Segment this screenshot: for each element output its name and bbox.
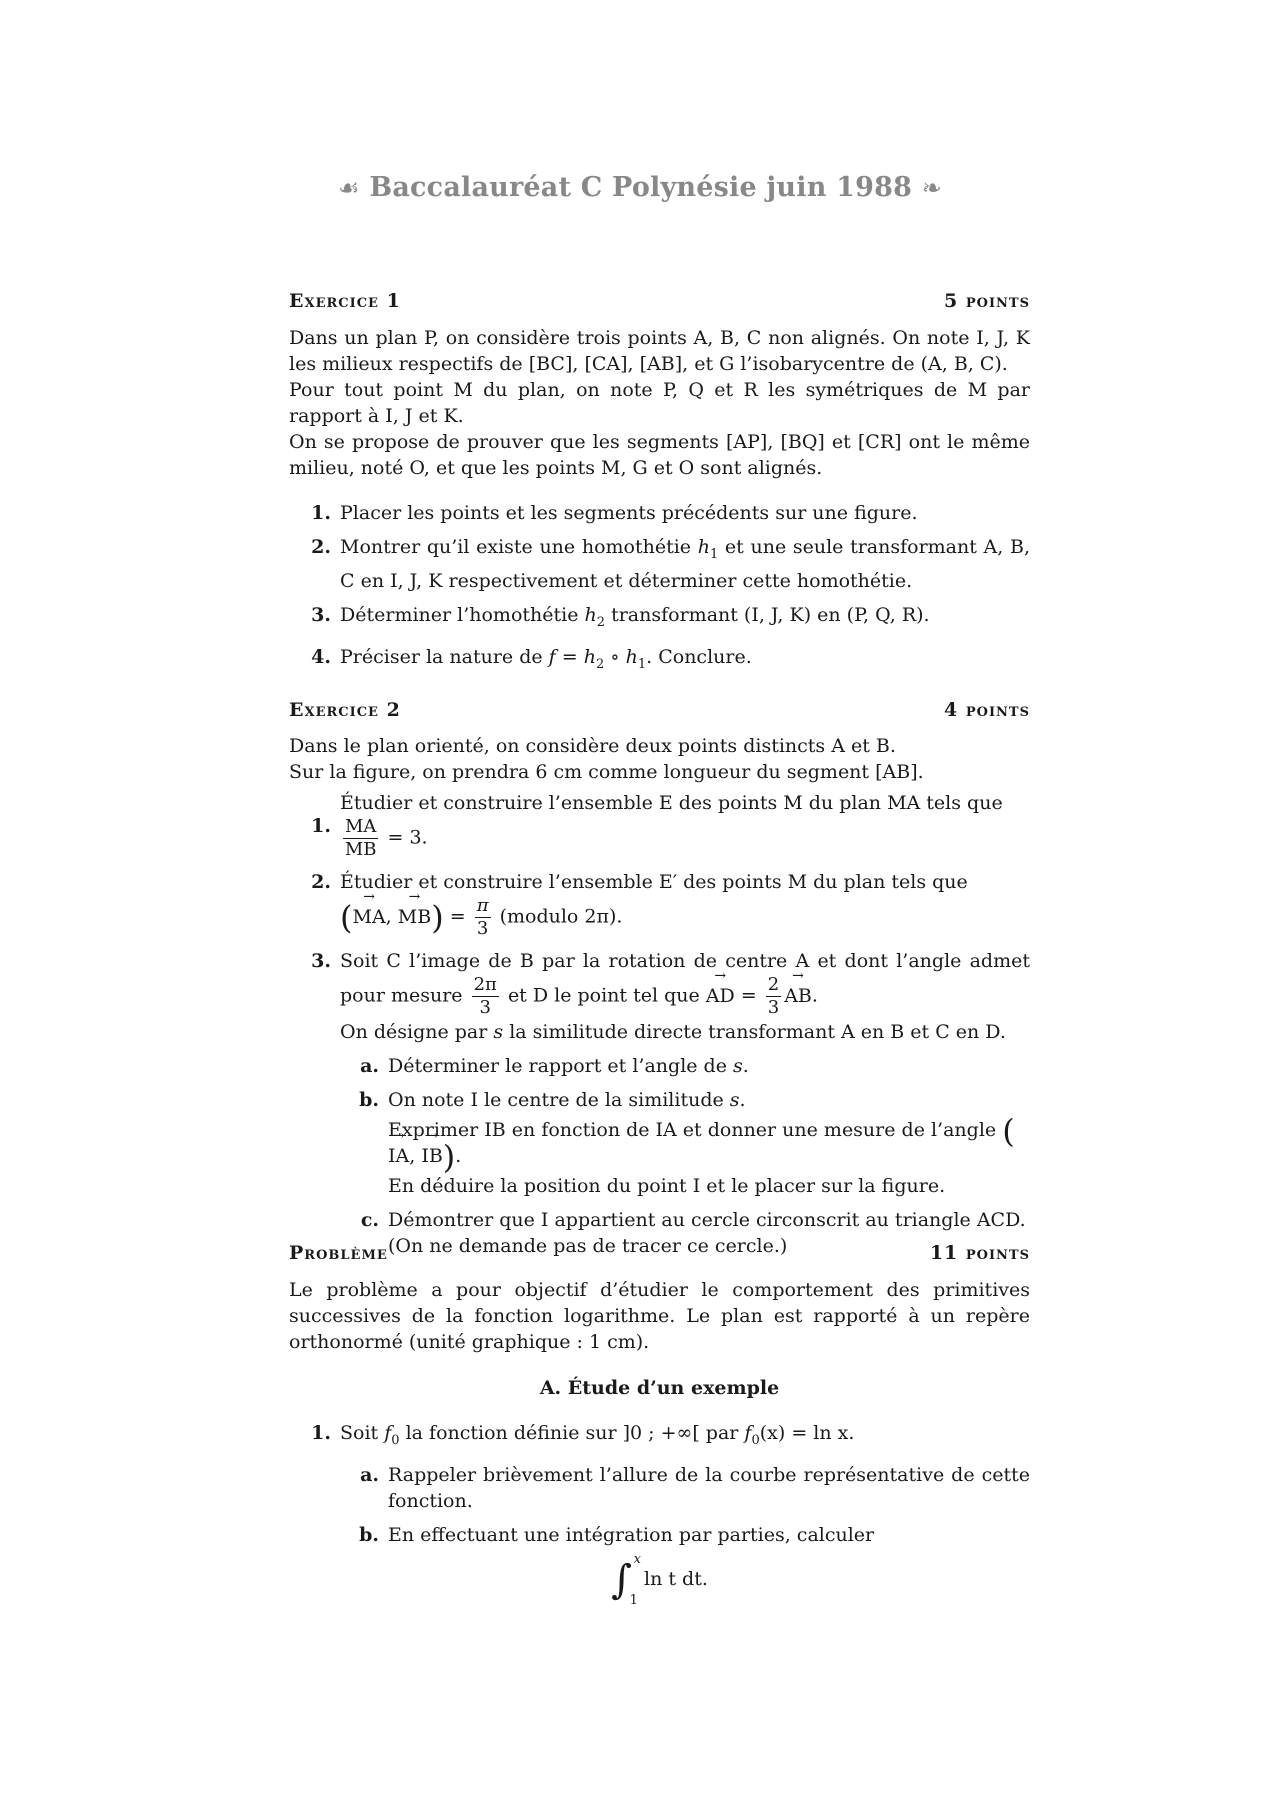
exercise-2-header — [289, 697, 1030, 723]
math-symbol: f — [744, 1422, 752, 1444]
text-part: Montrer qu’il existe une homothétie — [340, 536, 692, 558]
problem-questions — [289, 1420, 1030, 1608]
title-ornament-left: ☙ — [338, 174, 360, 202]
text-part: . — [742, 1055, 749, 1077]
item-text — [340, 644, 1030, 678]
exercise-1-intro-3: On se propose de prouver que les segments [AP], [BQ] et [CR] ont le même milieu, noté O, et que les points M, G et O sont alignés. — [289, 431, 1030, 479]
item-text: Démontrer que I appartient au cercle circonscrit au triangle ACD. (On ne demande pas de tracer ce cercle.) — [388, 1209, 1026, 1257]
exercise-1-intro — [289, 325, 1030, 481]
item-number: 1. — [311, 814, 331, 837]
integral-formula — [289, 1551, 1030, 1608]
math-expression: ∘ h — [604, 645, 638, 668]
lower-limit: 1 — [629, 1592, 638, 1608]
text-part: Soit C l’image de B par la rotation de centre A et dont l’angle admet pour mesure — [340, 950, 1030, 1007]
list-item — [289, 869, 1030, 940]
item-number: 2. — [311, 536, 331, 558]
item-number: 1. — [311, 502, 331, 524]
item-text: Étudier et construire l’ensemble E′ des points M du plan tels que (→ MA, → MB) = $\frac{\pi}{3}$ (modulo 2π). — [340, 869, 1030, 940]
item-text — [340, 948, 1030, 1045]
page-title — [0, 172, 1280, 203]
integral-symbol: ∫ — [611, 1556, 632, 1603]
denominator: 3 — [767, 997, 780, 1018]
text-part: = — [740, 984, 757, 1007]
exercise-2-points: 4 points — [944, 699, 1030, 721]
fraction — [343, 816, 378, 861]
item-letter: b. — [359, 1523, 379, 1546]
exercise-2-intro-1: Dans le plan orienté, on considère deux points distincts A et B. — [289, 735, 896, 757]
fraction — [475, 895, 491, 940]
exercise-2-intro-2: Sur la figure, on prendra 6 cm comme longueur du segment [AB]. — [289, 761, 924, 783]
item-text — [340, 1420, 1030, 1454]
text-part: la fonction définie sur ]0 ; +∞[ par — [405, 1422, 739, 1444]
text-line: Exprimer IB en fonction de IA et donner une mesure de l’angle (→ IA, → IB). — [388, 1117, 1030, 1169]
item-text: Rappeler brièvement l’allure de la courbe représentative de cette fonction. — [388, 1463, 1030, 1512]
text-part: Déterminer l’homothétie — [340, 603, 579, 626]
numerator: 2 — [767, 974, 780, 995]
item-letter: c. — [360, 1209, 379, 1231]
exercise-1-points: 5 points — [944, 290, 1030, 312]
math-symbol: f — [384, 1422, 392, 1444]
vector: → IA — [388, 1143, 409, 1169]
math-subscript: 2 — [596, 614, 606, 630]
math-subscript: 2 — [595, 656, 605, 672]
part-a-heading: A. Étude d’un exemple — [539, 1377, 780, 1399]
text-line — [388, 1087, 1030, 1113]
vector: → IB — [421, 1143, 442, 1169]
text-part: Étudier et construire l’ensemble E des points M du plan MA tels que — [340, 792, 1003, 814]
math-subscript: 0 — [391, 1432, 400, 1448]
vector: → MB — [398, 904, 431, 930]
integrand: ln t dt. — [644, 1567, 708, 1590]
list-item — [289, 500, 1030, 526]
left-paren: ( — [340, 898, 353, 937]
text-part: . — [811, 984, 818, 1007]
vector: → AD — [706, 983, 735, 1009]
item-text — [388, 1053, 1030, 1079]
text-part: (x) = ln x. — [759, 1422, 855, 1444]
list-item — [289, 1087, 1030, 1199]
text-part: Étudier et construire l’ensemble E′ des points M du plan tels que — [340, 871, 968, 893]
math-expression: f = h — [548, 645, 596, 668]
item-number: 3. — [311, 950, 331, 972]
text-part: = — [449, 905, 466, 928]
numerator: π — [476, 895, 489, 916]
text-part: et D le point tel que — [507, 984, 700, 1007]
text-line — [340, 948, 1030, 1019]
list-item — [289, 1053, 1030, 1079]
fraction — [766, 974, 781, 1019]
text-part: On note I le centre de la similitude — [388, 1089, 724, 1111]
vector: → MA — [352, 904, 385, 930]
item-text — [388, 1087, 1030, 1199]
denominator: 3 — [476, 918, 489, 939]
left-paren: ( — [1002, 1112, 1015, 1150]
list-item — [289, 602, 1030, 636]
right-paren: ) — [442, 1138, 456, 1176]
text-part: Soit — [340, 1422, 379, 1444]
math-symbol: h — [697, 536, 710, 558]
vector: → AB — [784, 983, 812, 1009]
exercise-1-header — [289, 288, 1030, 314]
exercise-1-questions — [289, 500, 1030, 685]
math-subscript: 1 — [709, 546, 719, 562]
list-item — [289, 644, 1030, 678]
list-item — [289, 1420, 1030, 1454]
problem-intro: Le problème a pour objectif d’étudier le comportement des primitives successives de la fonction logarithme. Le plan est rapporté à un repère orthonormé (unité graphique : 1 cm). — [289, 1279, 1030, 1353]
math-symbol: s — [733, 1055, 743, 1077]
text-part: et une seule transformant A, B, C en I, J, K respectivement et déterminer cette homothétie. — [340, 536, 1030, 592]
list-item — [289, 534, 1030, 594]
problem-header — [289, 1240, 1030, 1266]
item-letter: a. — [360, 1055, 379, 1077]
item-text: Placer les points et les segments précédents sur une figure. — [340, 502, 918, 524]
text-part: . Conclure. — [646, 645, 752, 668]
item-number: 1. — [311, 1422, 331, 1444]
math-subscript: 0 — [751, 1432, 760, 1448]
text-line: En déduire la position du point I et le placer sur la figure. — [388, 1175, 946, 1197]
math-subscript: 1 — [637, 656, 647, 672]
text-part: Préciser la nature de — [340, 645, 543, 668]
text-part: . — [739, 1089, 746, 1111]
numerator: 2π — [473, 974, 497, 995]
item-text — [340, 790, 1030, 861]
denominator: 3 — [479, 997, 491, 1018]
upper-limit: x — [633, 1551, 641, 1567]
numerator: MA — [345, 816, 377, 837]
integral-sign — [611, 1551, 641, 1608]
math-symbol: s — [493, 1021, 504, 1043]
exercise-1-intro-1: Dans un plan P, on considère trois points A, B, C non alignés. On note I, J, K les milieux respectifs de [BC], [CA], [AB], et G l’isobarycentre de (A, B, C). — [289, 327, 1030, 375]
text-part: (modulo 2π). — [499, 905, 623, 928]
item-text — [340, 602, 1030, 636]
item-number: 2. — [311, 871, 331, 893]
text-part: transformant (I, J, K) en (P, Q, R). — [611, 603, 930, 626]
problem-heading: Problème — [289, 1242, 388, 1264]
math-symbol: s — [729, 1089, 740, 1111]
item-letter: a. — [360, 1463, 379, 1486]
exercise-1-heading: Exercice 1 — [289, 290, 401, 312]
exercise-2-heading: Exercice 2 — [289, 699, 401, 721]
item-text: En effectuant une intégration par parties, calculer — [388, 1523, 875, 1546]
text-part: = 3. — [387, 826, 428, 849]
right-paren: ) — [431, 898, 444, 937]
title-ornament-right: ❧ — [921, 174, 942, 202]
item-letter: b. — [359, 1089, 379, 1111]
problem-points: 11 points — [929, 1242, 1030, 1264]
math-symbol: h — [584, 603, 597, 626]
text-part: Exprimer IB en fonction de IA et donner une mesure de l’angle — [388, 1119, 997, 1141]
exercise-2-intro — [289, 733, 1030, 785]
list-item — [289, 1522, 1030, 1548]
fraction — [472, 974, 499, 1019]
text-part: Déterminer le rapport et l’angle de — [388, 1055, 727, 1077]
item-number: 3. — [311, 603, 331, 626]
text-part: On désigne par — [340, 1021, 488, 1043]
text-line — [340, 1019, 1030, 1045]
item-text — [340, 534, 1030, 594]
list-item — [289, 948, 1030, 1045]
denominator: MB — [344, 839, 377, 860]
list-item — [289, 1462, 1030, 1514]
exercise-2-questions — [289, 790, 1030, 1267]
title-text: Baccalauréat C Polynésie juin 1988 — [369, 172, 913, 203]
list-item — [289, 790, 1030, 861]
text-part: la similitude directe transformant A en B et C en D. — [509, 1021, 1006, 1043]
exercise-1-intro-2: Pour tout point M du plan, on note P, Q et R les symétriques de M par rapport à I, J et K. — [289, 379, 1030, 427]
item-number: 4. — [311, 645, 331, 668]
